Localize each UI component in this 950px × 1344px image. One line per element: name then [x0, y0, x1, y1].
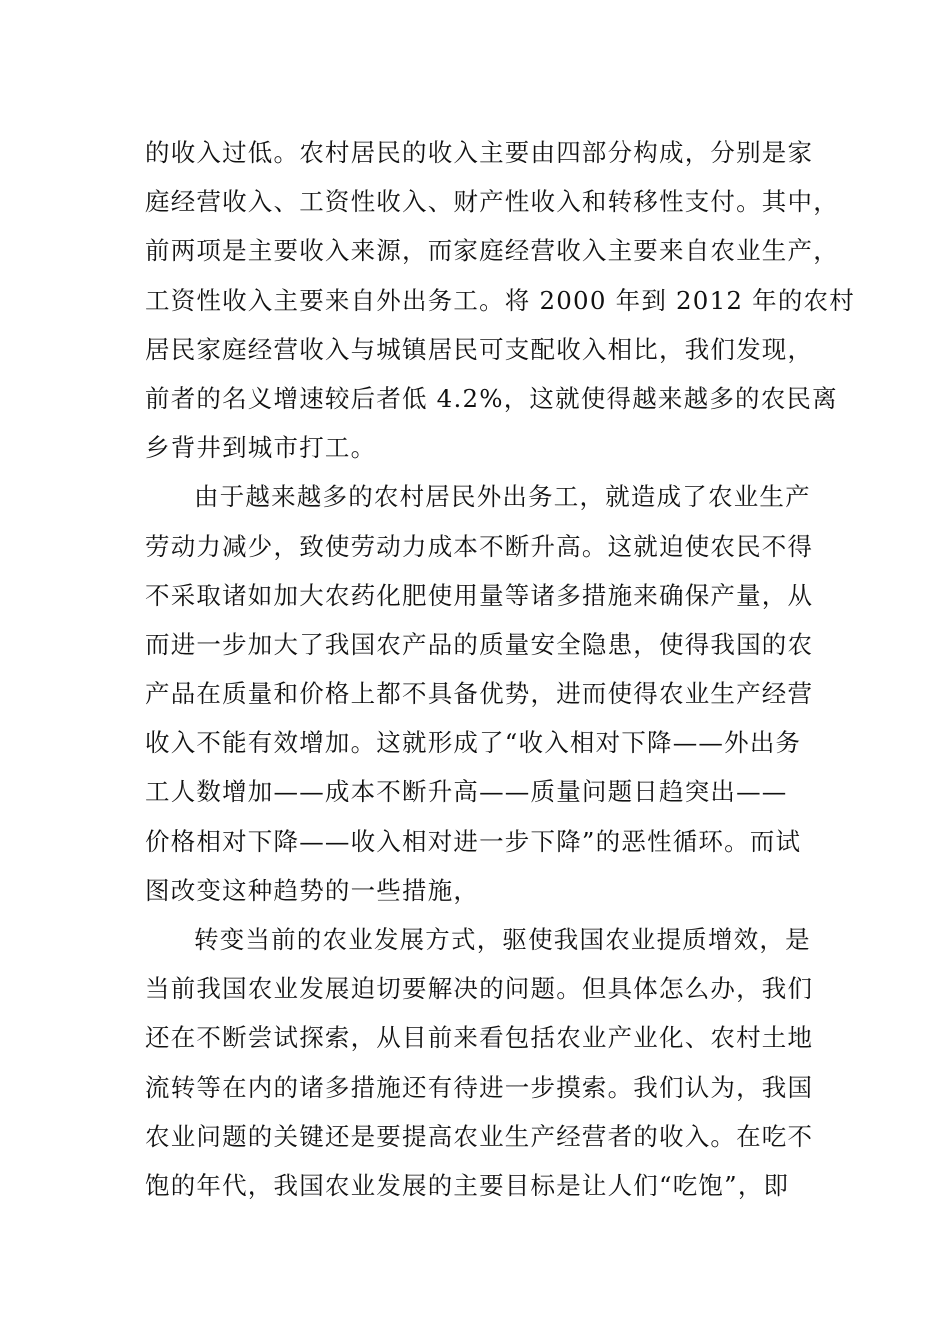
- text-line: 庭经营收入、工资性收入、财产性收入和转移性支付。其中，: [145, 187, 839, 217]
- text-line: 产品在质量和价格上都不具备优势，进而使得农业生产经营: [145, 679, 814, 709]
- text-line: 还在不断尝试探索，从目前来看包括农业产业化、农村土地: [145, 1023, 814, 1053]
- paragraph-first-line: 转变当前的农业发展方式，驱使我国农业提质增效，是: [194, 925, 811, 954]
- text-line: 前者的名义增速较后者低 4.2%，这就使得越来越多的农民离: [145, 383, 838, 413]
- text-line: 当前我国农业发展迫切要解决的问题。但具体怎么办，我们: [145, 974, 814, 1004]
- text-line: 饱的年代，我国农业发展的主要目标是让人们“吃饱”，即: [145, 1170, 790, 1200]
- text-line: 居民家庭经营收入与城镇居民可支配收入相比，我们发现，: [145, 334, 814, 364]
- body-text: [145, 128, 855, 1210]
- text-line: 劳动力减少，致使劳动力成本不断升高。这就迫使农民不得: [145, 531, 814, 561]
- text-line: 不采取诸如加大农药化肥使用量等诸多措施来确保产量，从: [145, 580, 814, 610]
- text-line: 工资性收入主要来自外出务工。将 2000 年到 2012 年的农村: [145, 285, 855, 315]
- text-line: 农业问题的关键还是要提高农业生产经营者的收入。在吃不: [145, 1121, 814, 1151]
- paragraph-first-line: 由于越来越多的农村居民外出务工，就造成了农业生产: [194, 482, 811, 512]
- text-line: 乡背井到城市打工。: [145, 433, 377, 463]
- text-line: 收入不能有效增加。这就形成了“收入相对下降——外出务: [145, 728, 802, 758]
- text-line: 工人数增加——成本不断升高——质量问题日趋突出——: [145, 777, 788, 807]
- text-line: 前两项是主要收入来源，而家庭经营收入主要来自农业生产，: [145, 236, 839, 266]
- text-line: 而进一步加大了我国农产品的质量安全隐患，使得我国的农: [145, 629, 814, 659]
- text-line: 流转等在内的诸多措施还有待进一步摸索。我们认为，我国: [145, 1072, 814, 1102]
- text-line: 图改变这种趋势的一些措施，: [145, 875, 480, 905]
- text-line: 价格相对下降——收入相对进一步下降”的恶性循环。而试: [145, 826, 802, 856]
- text-line: 的收入过低。农村居民的收入主要由四部分构成，分别是家: [145, 138, 814, 167]
